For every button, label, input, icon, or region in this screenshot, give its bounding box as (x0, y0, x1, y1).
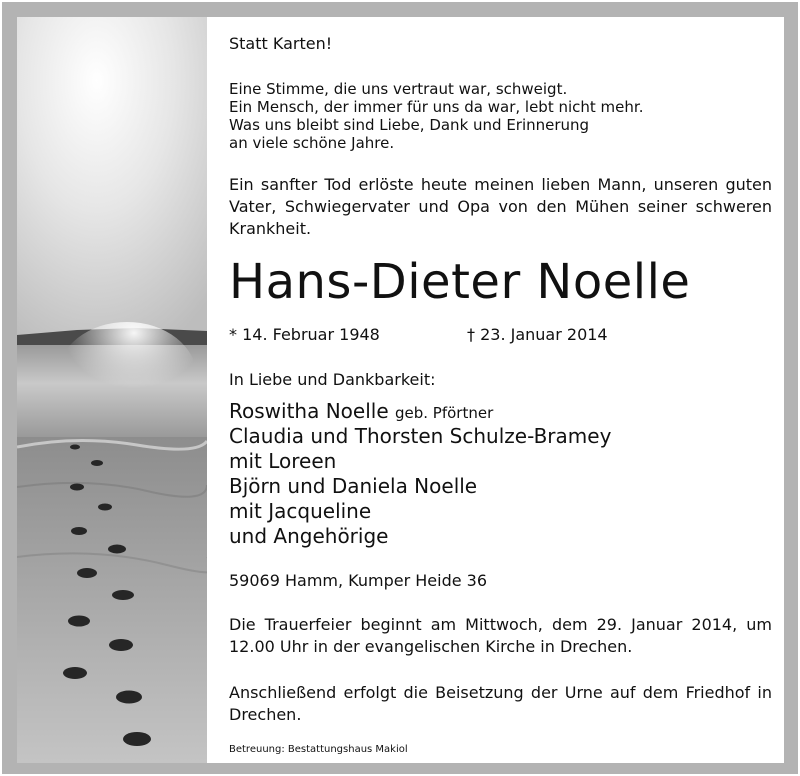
widow-maiden-name: geb. Pförtner (394, 404, 494, 422)
notice-card (17, 17, 784, 763)
funeral-text: Die Trauerfeier beginnt am Mittwoch, dem 29. Januar 2014, um 12.00 Uhr in der evangelischen Kirche in Drechen. (229, 615, 772, 656)
poem-line: Was uns bleibt sind Liebe, Dank und Erinnerung (229, 116, 590, 134)
mourner-line: Claudia und Thorsten Schulze-Bramey (229, 424, 612, 448)
mourners-intro: In Liebe und Dankbarkeit: (229, 370, 436, 389)
birth-date: * 14. Februar 1948 (229, 325, 380, 344)
poem-line: Ein Mensch, der immer für uns da war, lebt nicht mehr. (229, 98, 644, 116)
mourner-line: und Angehörige (229, 524, 389, 548)
mourner-line: mit Loreen (229, 449, 337, 473)
mourner-line: mit Jacqueline (229, 499, 372, 523)
notice-frame (2, 2, 798, 774)
announcement-text: Ein sanfter Tod erlöste heute meinen lieben Mann, unseren guten Vater, Schwiegervater und Opa von den Mühen seiner schweren Krankheit. (229, 175, 772, 238)
poem-line: Eine Stimme, die uns vertraut war, schweigt. (229, 80, 568, 98)
header-line: Statt Karten! (229, 34, 333, 53)
mourner-line: Björn und Daniela Noelle (229, 474, 478, 498)
burial-text: Anschließend erfolgt die Beisetzung der Urne auf dem Friedhof in Drechen. (229, 683, 772, 724)
notice-text (229, 17, 772, 763)
footer-credit: Betreuung: Bestattungshaus Makiol (229, 744, 408, 755)
poem-line: an viele schöne Jahre. (229, 134, 395, 152)
death-date: † 23. Januar 2014 (467, 325, 608, 344)
deceased-name: Hans-Dieter Noelle (229, 254, 691, 310)
beach-footprints-photo (17, 17, 207, 763)
address: 59069 Hamm, Kumper Heide 36 (229, 571, 488, 590)
widow-name: Roswitha Noelle (229, 399, 389, 423)
mourner-line (229, 399, 493, 426)
